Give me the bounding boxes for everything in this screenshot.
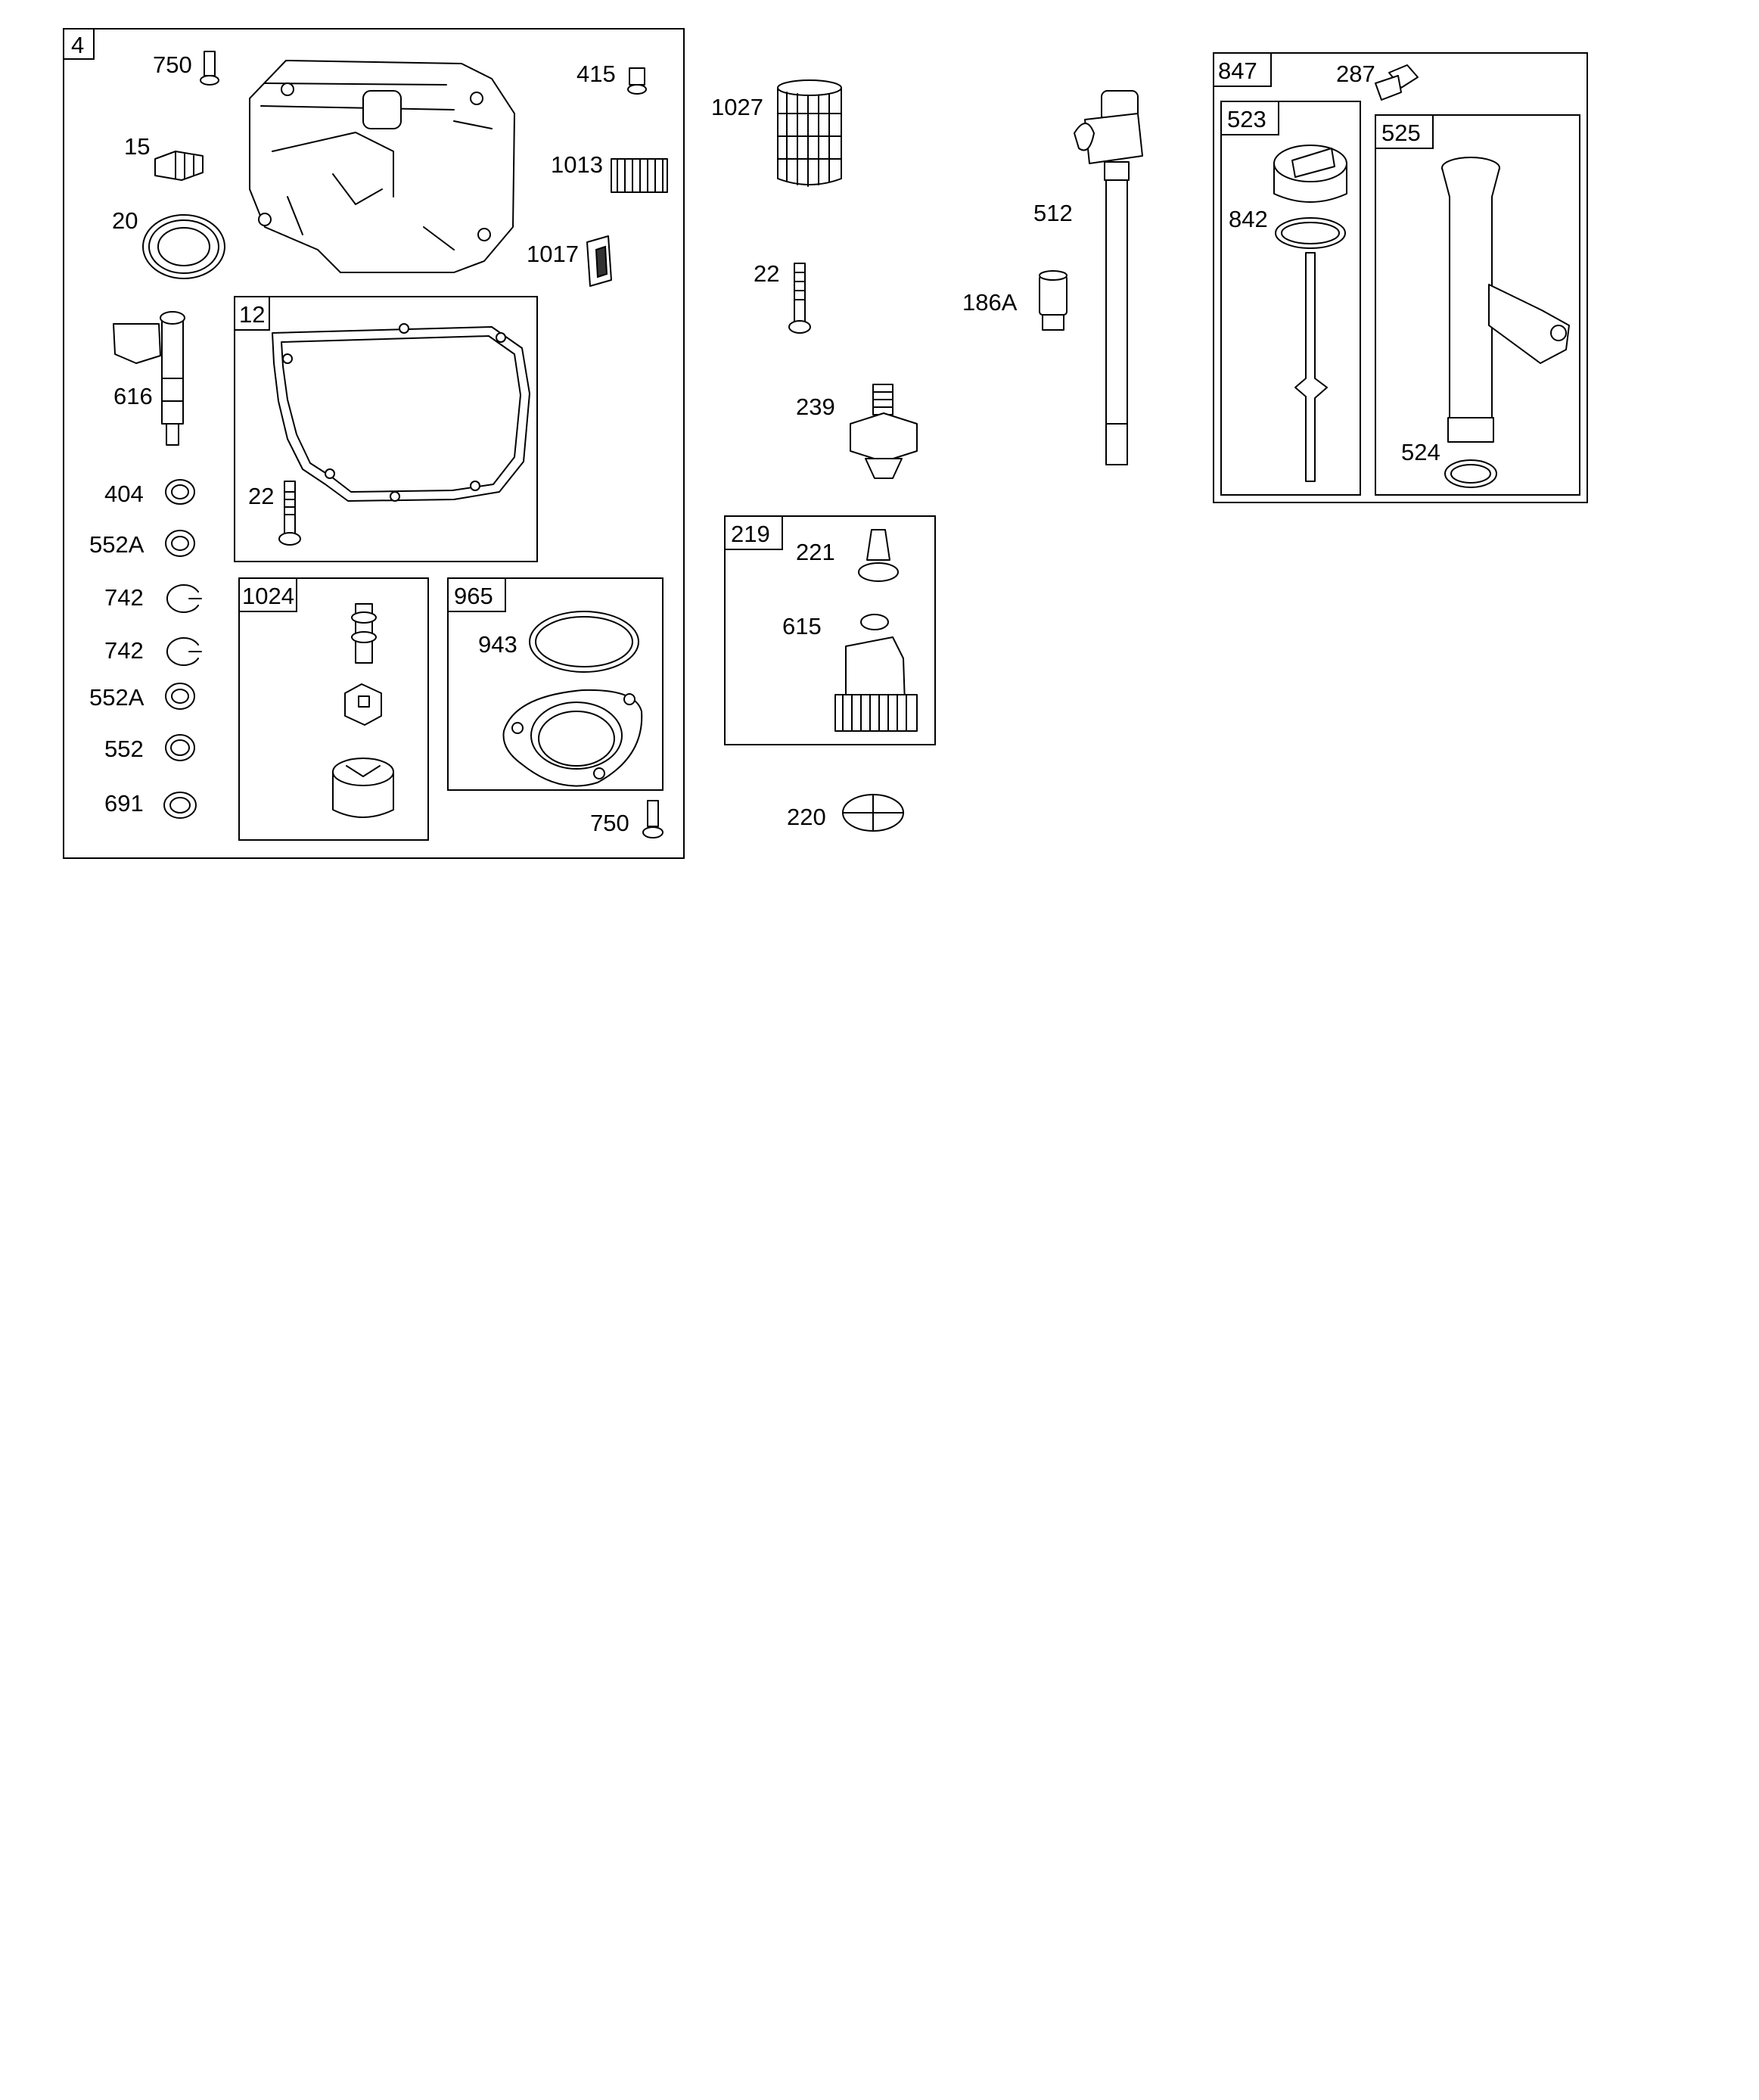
label-943: 943: [478, 631, 517, 658]
label-404: 404: [104, 481, 144, 507]
label-615: 615: [782, 613, 822, 639]
label-1017: 1017: [527, 241, 579, 267]
label-552: 552: [104, 736, 144, 762]
group-847-tag: 847: [1218, 58, 1257, 84]
pump-rotor-inner-part: [345, 684, 381, 725]
label-842: 842: [1229, 206, 1268, 232]
oil-filter-1027-part: [778, 80, 841, 186]
fitting-415-part: [628, 68, 646, 94]
group-965-tag: 965: [454, 583, 493, 609]
label-186A: 186A: [962, 289, 1018, 316]
washer-404-part: [166, 480, 194, 504]
crankcase-cover-part: [250, 61, 514, 272]
label-20: 20: [112, 207, 138, 234]
label-742-second: 742: [104, 637, 144, 664]
oil-seal-20-part: [143, 215, 225, 278]
bolt-22-in-group-12-part: [279, 481, 300, 545]
part-1017: [587, 236, 611, 286]
governor-shaft-616-part: [113, 312, 185, 445]
label-287: 287: [1336, 61, 1375, 87]
ring-615-part: [861, 614, 888, 630]
label-220: 220: [787, 804, 826, 830]
pin-221-part: [859, 530, 898, 581]
label-524: 524: [1401, 439, 1440, 465]
label-750-bottom: 750: [590, 810, 629, 836]
screw-750-bottom-part: [643, 801, 663, 838]
bolt-22-middle-part: [789, 263, 810, 333]
label-239: 239: [796, 394, 835, 420]
label-742-first: 742: [104, 584, 144, 611]
label-15: 15: [124, 133, 151, 160]
oil-fill-tube-part: [1442, 157, 1569, 442]
label-415: 415: [576, 61, 616, 87]
group-219-tag: 219: [731, 521, 770, 547]
o-ring-842-part: [1276, 218, 1345, 248]
label-616: 616: [113, 383, 153, 409]
label-1027: 1027: [711, 94, 763, 120]
washer-220-part: [843, 795, 903, 831]
e-clip-742-second-part: [167, 638, 201, 665]
governor-gear-part: [835, 637, 917, 731]
plug-15-part: [155, 151, 203, 180]
group-523-tag: 523: [1227, 106, 1266, 132]
e-clip-742-first-part: [167, 585, 201, 612]
filter-1013-part: [611, 159, 667, 192]
valve-239-part: [850, 384, 917, 478]
o-ring-943-part: [530, 611, 639, 672]
label-22-middle: 22: [754, 260, 780, 287]
group-4-tag: 4: [71, 32, 85, 58]
seal-552A-second-part: [166, 683, 194, 709]
bushing-552-part: [166, 735, 194, 761]
label-691: 691: [104, 790, 144, 817]
dipstick-tube-512-part: [1074, 91, 1142, 465]
group-1024-tag: 1024: [242, 583, 294, 609]
label-221: 221: [796, 539, 835, 565]
o-ring-524-part: [1445, 460, 1496, 487]
label-22-group-12: 22: [248, 483, 275, 509]
gasket-part: [272, 324, 530, 501]
label-552A-first: 552A: [89, 531, 145, 558]
group-525-tag: 525: [1381, 120, 1421, 146]
seal-552A-first-part: [166, 530, 194, 556]
label-552A-second: 552A: [89, 684, 145, 711]
group-12-box: [235, 297, 537, 562]
dipstick-blade-part: [1295, 253, 1327, 481]
screw-750-top-part: [200, 51, 219, 85]
fitting-186A-part: [1040, 271, 1067, 330]
label-750-top: 750: [153, 51, 192, 78]
screw-287-part: [1375, 65, 1418, 100]
pump-rotor-outer-part: [333, 758, 393, 817]
group-12-tag: 12: [239, 301, 266, 328]
label-1013: 1013: [551, 151, 603, 178]
dipstick-cap-part: [1274, 145, 1347, 202]
pump-cover-plate-part: [504, 690, 642, 786]
label-512: 512: [1033, 200, 1073, 226]
pump-shaft-part: [352, 604, 376, 663]
seal-691-part: [164, 792, 196, 818]
